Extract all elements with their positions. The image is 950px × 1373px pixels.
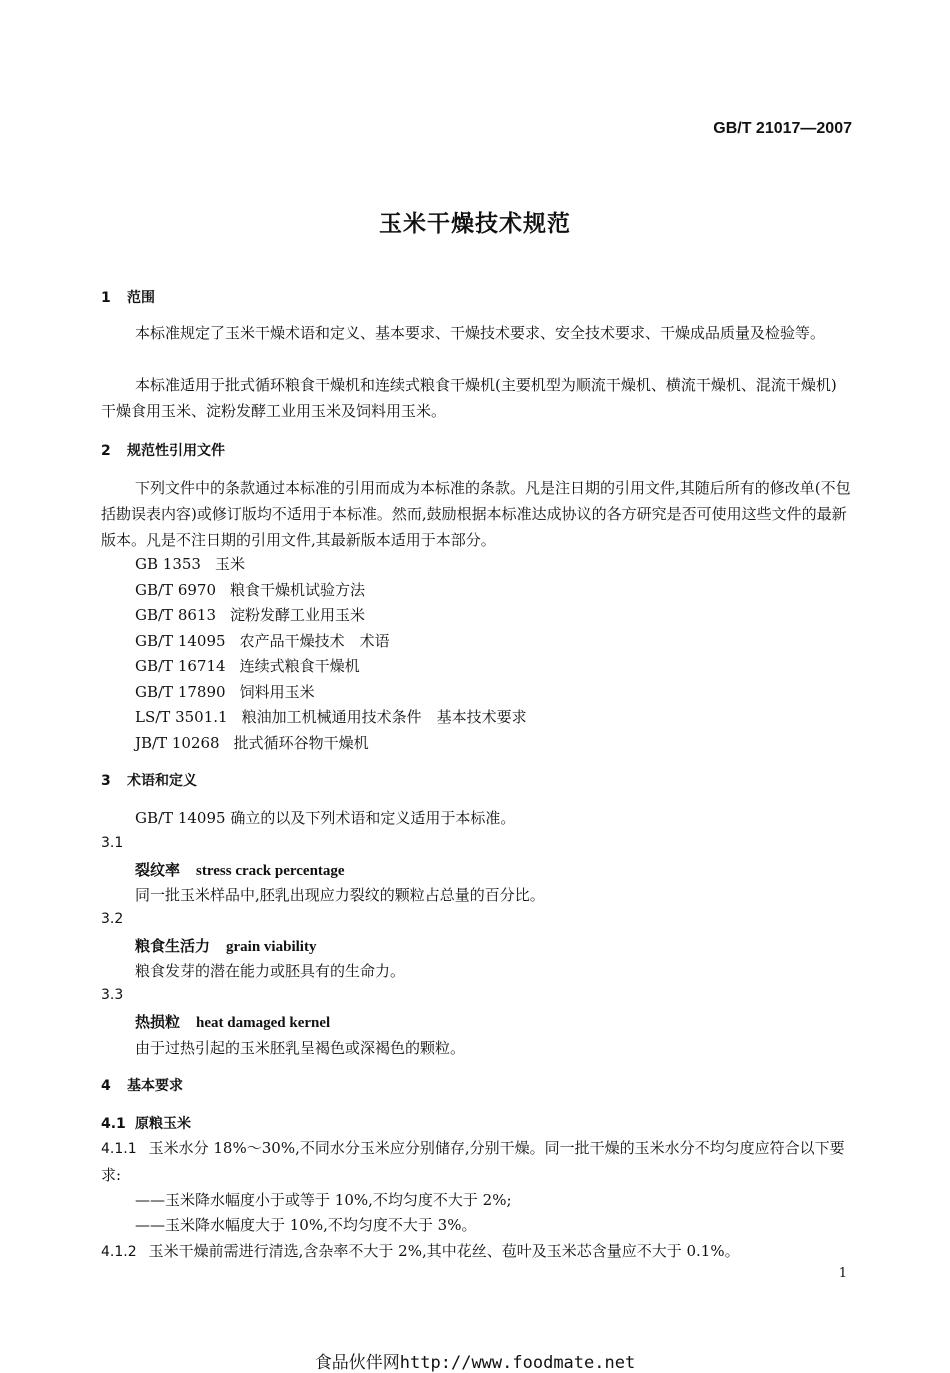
term-name-zh: 热损粒 xyxy=(135,1013,181,1031)
clause-4-1-2 xyxy=(101,1238,740,1265)
requirement-item: ——玉米降水幅度小于或等于 10%,不均匀度不大于 2%; xyxy=(135,1191,512,1209)
reference-code: GB/T 6970 xyxy=(135,581,217,599)
section-1-heading xyxy=(101,287,155,307)
reference-title: 农产品干燥技术 术语 xyxy=(239,632,390,650)
reference-title: 玉米 xyxy=(214,555,245,573)
section-1-paragraph-1: 本标准规定了玉米干燥术语和定义、基本要求、干燥技术要求、安全技术要求、干燥成品质量及检验等。 xyxy=(135,324,826,342)
section-number: 4 xyxy=(101,1078,111,1094)
reference-code: JB/T 10268 xyxy=(135,734,220,752)
section-2-heading xyxy=(101,440,225,460)
term-name-zh: 粮食生活力 xyxy=(135,937,211,955)
term-number: 3.3 xyxy=(101,987,124,1003)
section-3-heading xyxy=(101,770,197,790)
term-name xyxy=(135,859,345,880)
section-number: 3 xyxy=(101,773,111,789)
requirement-item: ——玉米降水幅度大于 10%,不均匀度不大于 3%。 xyxy=(135,1216,477,1234)
section-title: 术语和定义 xyxy=(127,773,197,789)
reference-code: GB/T 17890 xyxy=(135,683,226,701)
reference-item xyxy=(135,551,245,577)
reference-title: 批式循环谷物干燥机 xyxy=(233,734,369,752)
reference-title: 淀粉发酵工业用玉米 xyxy=(230,606,366,624)
reference-code: GB/T 14095 xyxy=(135,632,226,650)
clause-number: 4.1.1 xyxy=(101,1141,137,1157)
section-title: 规范性引用文件 xyxy=(127,443,225,459)
section-2-paragraph: 下列文件中的条款通过本标准的引用而成为本标准的条款。凡是注日期的引用文件,其随后所有的修改单(不包括勘误表内容)或修订版均不适用于本标准。然而,鼓励根据本标准达成协议的各方研究是否可使用这些文件的最新版本。凡是不注日期的引用文件,其最新版本适用于本部分。 xyxy=(101,479,851,549)
reference-item xyxy=(135,577,365,603)
reference-code: GB/T 16714 xyxy=(135,657,226,675)
section-4-heading xyxy=(101,1075,183,1095)
reference-title: 饲料用玉米 xyxy=(239,683,315,701)
term-name-en: stress crack percentage xyxy=(196,863,345,879)
reference-title: 粮油加工机械通用技术条件 基本技术要求 xyxy=(241,708,527,726)
reference-title: 连续式粮食干燥机 xyxy=(239,657,360,675)
term-number: 3.2 xyxy=(101,911,124,927)
footer-watermark[interactable]: 食品伙伴网http://www.foodmate.net xyxy=(314,1353,636,1373)
clause-text: 玉米水分 18%～30%,不同水分玉米应分别储存,分别干燥。同一批干燥的玉米水分不均匀度应符合以下要求: xyxy=(101,1139,845,1184)
term-number: 3.1 xyxy=(101,835,124,851)
reference-code: GB/T 8613 xyxy=(135,606,217,624)
reference-code: LS/T 3501.1 xyxy=(135,708,228,726)
term-name-zh: 裂纹率 xyxy=(135,861,181,879)
term-name-en: grain viability xyxy=(226,939,317,955)
section-number: 2 xyxy=(101,443,111,459)
reference-title: 粮食干燥机试验方法 xyxy=(230,581,366,599)
section-title: 基本要求 xyxy=(127,1078,183,1094)
term-definition: 粮食发芽的潜在能力或胚具有的生命力。 xyxy=(135,962,406,980)
reference-item xyxy=(135,628,390,654)
subsection-4-1-heading xyxy=(101,1113,191,1133)
reference-code: GB 1353 xyxy=(135,555,201,573)
subsection-title: 原粮玉米 xyxy=(135,1116,191,1132)
page-number: 1 xyxy=(838,1266,847,1281)
reference-item xyxy=(135,653,360,679)
section-number: 1 xyxy=(101,290,111,306)
reference-item xyxy=(135,602,365,628)
standard-number: GB/T 21017—2007 xyxy=(713,120,852,137)
section-3-intro: GB/T 14095 确立的以及下列术语和定义适用于本标准。 xyxy=(135,809,516,827)
term-definition: 同一批玉米样品中,胚乳出现应力裂纹的颗粒占总量的百分比。 xyxy=(135,886,545,904)
reference-item xyxy=(135,679,315,705)
section-title: 范围 xyxy=(127,290,155,306)
term-name xyxy=(135,1011,330,1032)
document-title: 玉米干燥技术规范 xyxy=(379,211,571,237)
reference-item xyxy=(135,730,369,756)
clause-text: 玉米干燥前需进行清选,含杂率不大于 2%,其中花丝、苞叶及玉米芯含量应不大于 0.1%。 xyxy=(148,1242,740,1260)
term-name-en: heat damaged kernel xyxy=(196,1015,331,1031)
clause-number: 4.1.2 xyxy=(101,1244,137,1260)
term-name xyxy=(135,935,316,956)
subsection-number: 4.1 xyxy=(101,1116,126,1132)
term-definition: 由于过热引起的玉米胚乳呈褐色或深褐色的颗粒。 xyxy=(135,1039,466,1057)
reference-item xyxy=(135,704,527,730)
clause-4-1-1 xyxy=(101,1135,853,1188)
section-1-paragraph-2: 本标准适用于批式循环粮食干燥机和连续式粮食干燥机(主要机型为顺流干燥机、横流干燥机、混流干燥机)干燥食用玉米、淀粉发酵工业用玉米及饲料用玉米。 xyxy=(101,376,837,420)
